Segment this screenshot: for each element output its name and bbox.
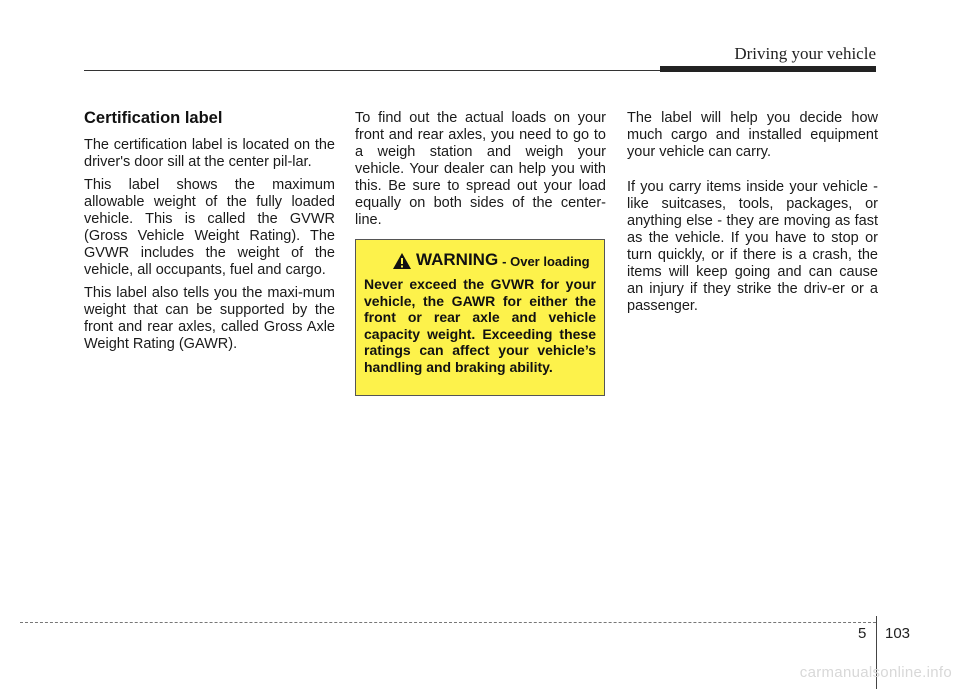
section-title: Driving your vehicle: [734, 44, 876, 63]
watermark: carmanualsonline.info: [799, 664, 952, 681]
column-middle: [355, 110, 606, 235]
paragraph: This label also tells you the maxi-mum weight that can be supported by the front and rear axles, called Gross Axle Weight Rating (GAWR).: [84, 285, 335, 352]
column-right: [627, 110, 878, 333]
certification-label-heading: Certification label: [84, 109, 223, 127]
column-left: [84, 110, 335, 359]
chapter-number: 5: [858, 625, 867, 642]
warning-box: [355, 239, 605, 396]
warning-triangle-icon: [392, 252, 412, 270]
paragraph: If you carry items inside your vehicle - like suitcases, tools, packages, or anything else - they are moving as fast as the vehicle. If you have to stop or turn quickly, or if there is a crash, the items will keep going and can cause an injury if they strike the driv-er or a passenger.: [627, 179, 878, 314]
paragraph: The certification label is located on the driver's door sill at the center pil-lar.: [84, 137, 335, 170]
paragraph: To find out the actual loads on your front and rear axles, you need to go to a weigh station and weigh your vehicle. Your dealer can help you with this. Be sure to spread out your load equally on both sides of the center-line.: [355, 110, 606, 228]
paragraph: This label shows the maximum allowable weight of the fully loaded vehicle. This is called the GVWR (Gross Vehicle Weight Rating). The GVWR includes the weight of the vehicle, all occupants, fuel and cargo.: [84, 177, 335, 278]
header-rule-accent: [660, 66, 876, 72]
warning-body: Never exceed the GVWR for your vehicle, the GAWR for either the front or rear axle and vehicle capacity weight. Exceeding these ratings can affect your vehicle’s handling and braking ability.: [364, 276, 596, 375]
footer-rule: [20, 622, 876, 623]
warning-header: [392, 250, 596, 270]
paragraph: The label will help you decide how much cargo and installed equipment your vehicle can carry.: [627, 110, 878, 160]
warning-title: WARNING: [416, 250, 499, 269]
warning-subtitle: - Over loading: [502, 254, 590, 269]
page-number: 103: [885, 625, 911, 642]
header-rule: [84, 70, 660, 71]
